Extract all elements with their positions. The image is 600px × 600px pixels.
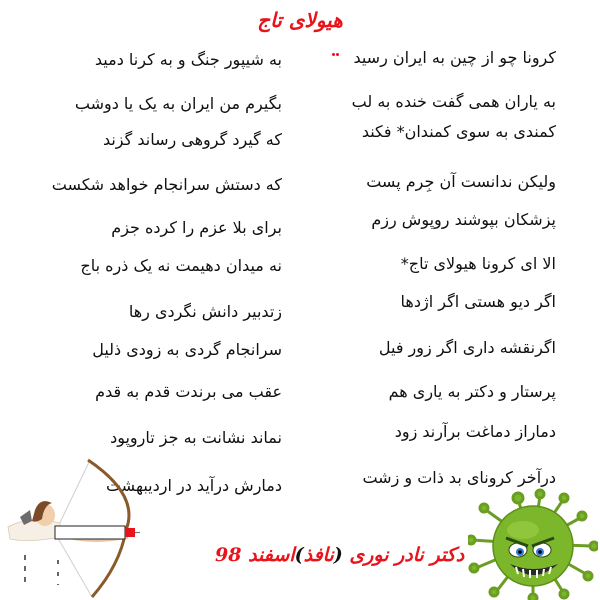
verse-right-1: کرونا چو از چین به ایران رسید: [353, 48, 556, 67]
verse-left-3: که گیرد گروهی رساند گزند: [102, 130, 282, 149]
verse-right-2: به یاران همی گفت خنده به لب: [351, 92, 556, 111]
signature-date: اسفند 98: [215, 544, 295, 566]
verse-left-5: برای بلا عزم را کرده جزم: [111, 218, 282, 237]
verse-left-1: به شیپور جنگ و به کرنا دمید: [94, 50, 282, 69]
verse-right-9: پرستار و دکتر به یاری هم: [388, 382, 556, 401]
verse-right-10: دماراز دماغت برآرند زود: [394, 422, 556, 441]
verse-left-10: نماند نشانت به جز تاروپود: [110, 428, 282, 447]
verse-right-8: اگرنقشه داری اگر زور فیل: [378, 338, 556, 357]
verse-left-4: که دستش سرانجام خواهد شکست: [51, 175, 282, 194]
verse-left-6: نه میدان دهیمت نه یک ذره باج: [80, 256, 282, 275]
verse-right-5: پزشکان بپوشند روپوش رزم: [371, 210, 556, 229]
verse-right-3: کمندی به سوی کمندان* فکند: [361, 122, 556, 141]
archer-with-syringe-arrow-icon: [0, 455, 140, 600]
verse-right-6: الا ای کرونا هیولای تاج*: [400, 254, 556, 273]
verse-right-11: درآخر کرونای بد ذات و زشت: [362, 468, 556, 487]
verse-left-8: سرانجام گردی به زودی ذلیل: [92, 340, 282, 359]
verse-left-9: عقب می برندت قدم به قدم: [95, 382, 282, 401]
angry-coronavirus-icon: [468, 488, 598, 600]
author-pen-name: (نافذ): [294, 544, 343, 566]
verse-right-4: ولیکن ندانست آن جِرم پست: [366, 172, 556, 191]
author-signature: [215, 544, 464, 566]
verse-right-7: اگر دیو هستی اگر اژدها: [400, 292, 556, 311]
decorative-dots: [332, 41, 340, 45]
verse-left-2: بگیرم من ایران به یک یا دوشب: [74, 94, 282, 113]
poem-title: هیولای تاج: [257, 8, 343, 32]
verse-left-11: دمارش درآید در اردیبهشت: [105, 476, 282, 495]
author-name: دکتر نادر نوری: [349, 544, 465, 566]
verse-left-7: زتدبیر دانش نگردی رها: [128, 302, 282, 321]
